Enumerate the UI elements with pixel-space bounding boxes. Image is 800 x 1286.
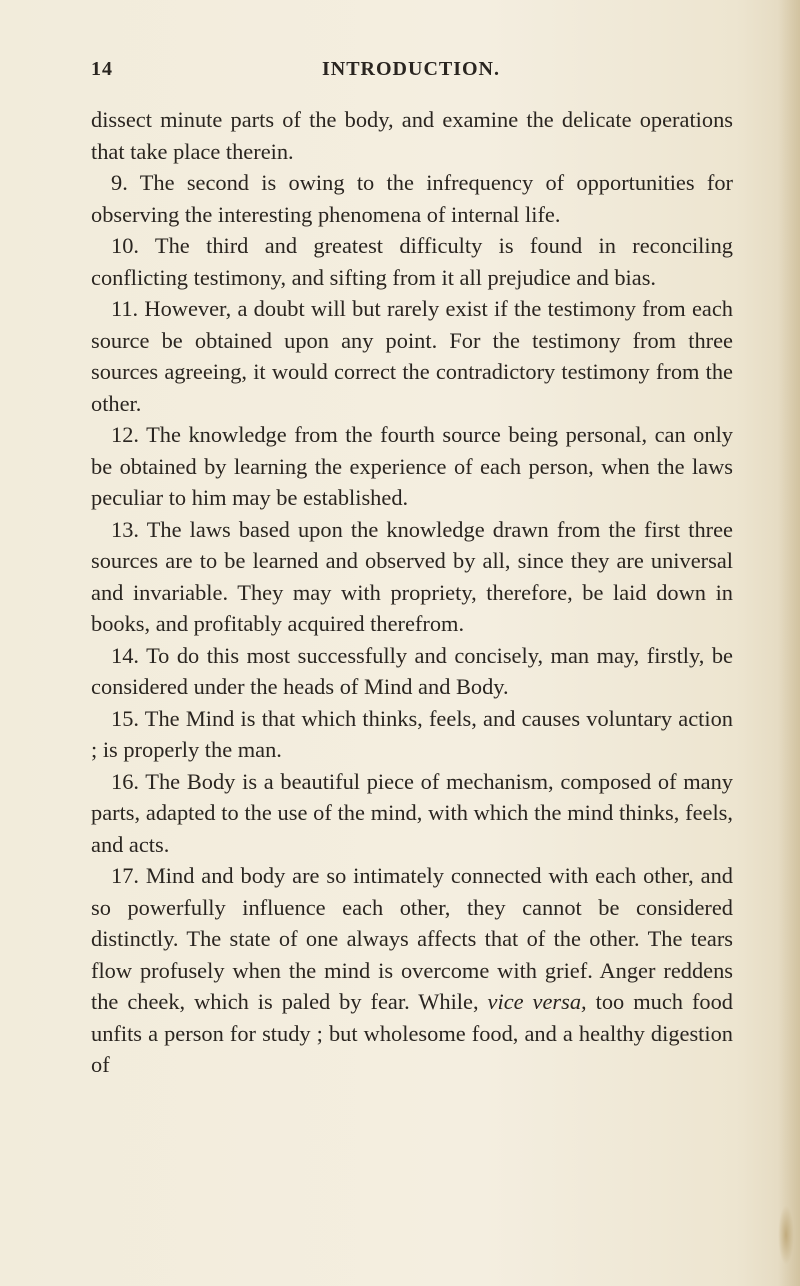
body-text bbox=[91, 104, 733, 1081]
running-title: INTRODUCTION. bbox=[321, 58, 501, 80]
paragraph-13: 13. The laws based upon the knowledge drawn from the first three sources are to be learned and observed by all, since they are universal and invariable. They may with propriety, therefore, be laid down in books, and profitably acquired therefrom. bbox=[91, 516, 733, 636]
paragraph-12: 12. The knowledge from the fourth source being personal, can only be obtained by learning the experience of each person, when the laws peculiar to him may be established. bbox=[91, 422, 733, 510]
paragraph-17-part-1: 17. Mind and body are so intimately connected with each other, and so powerfully influence each other, they cannot be considered distinctly. The state of one always affects that of the other. The tears flow profusely when the mind is overcome with grief. Anger reddens the cheek, which is paled by fear. While, bbox=[91, 863, 733, 1014]
paragraph-9: 9. The second is owing to the infrequency of opportunities for observing the interesting phenomena of internal life. bbox=[91, 170, 733, 227]
page-number: 14 bbox=[91, 58, 113, 80]
paragraph-15: 15. The Mind is that which thinks, feels, and causes voluntary action ; is properly the man. bbox=[91, 705, 733, 762]
paragraph-continued: dissect minute parts of the body, and examine the delicate operations that take place therein. bbox=[91, 107, 733, 164]
paragraph-17-italic: vice versa, bbox=[487, 989, 587, 1014]
page-header bbox=[91, 58, 731, 88]
paragraph-16: 16. The Body is a beautiful piece of mechanism, composed of many parts, adapted to the use of the mind, with which the mind thinks, feels, and acts. bbox=[91, 768, 733, 857]
paragraph-17 bbox=[91, 860, 733, 1081]
paragraph-10: 10. The third and greatest difficulty is found in reconciling conflicting testimony, and sifting from it all prejudice and bias. bbox=[91, 233, 733, 290]
paragraph-17-part-2: too much food unfits a person for study ; but wholesome food, and a healthy digestion of bbox=[91, 989, 733, 1077]
paragraph-14: 14. To do this most successfully and concisely, man may, firstly, be considered under the heads of Mind and Body. bbox=[91, 642, 733, 699]
page-stain bbox=[778, 1205, 794, 1265]
page-edge-shadow bbox=[778, 0, 800, 1286]
paragraph-11: 11. However, a doubt will but rarely exist if the testimony from each source be obtained upon any point. For the testimony from three sources agreeing, it would correct the contradictory testimony from the other. bbox=[91, 296, 733, 416]
